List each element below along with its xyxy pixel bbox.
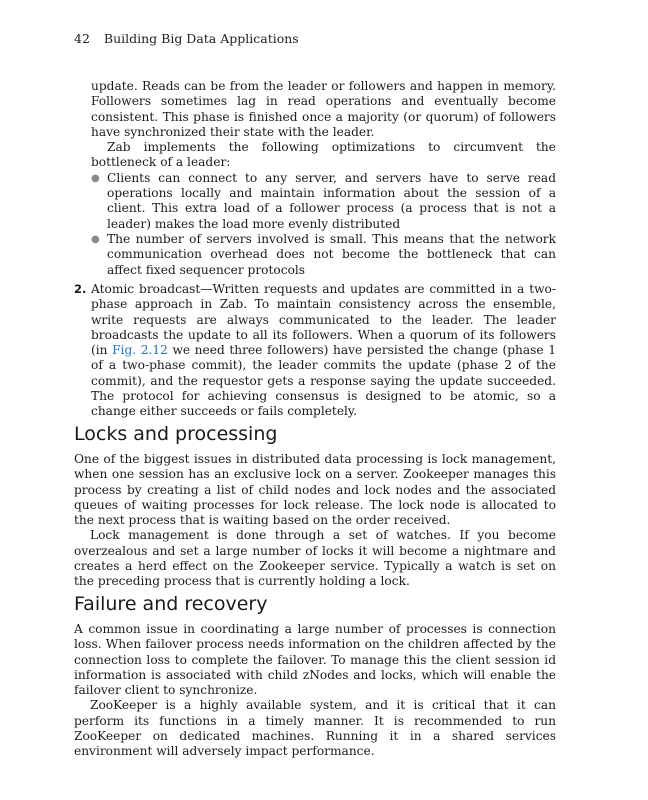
item-text-after: we need three followers) have persisted the change (phase 1 of a two-phase commit), the leader commits the update (phase 2 of the commit), and the requestor gets a response saying the update succeeded. The protocol for achieving consensus is designed to be atomic, so a change either succeeds or fails completely.	[91, 343, 556, 419]
section-title-locks: Locks and processing	[74, 423, 278, 445]
failure-paragraph-1: A common issue in coordinating a large number of processes is connection loss. When failover process needs information on the children affected by the connection loss to complete the failover. To manage this the client session id information is associated with child zNodes and locks, which will enable the failover client to synchronize.	[74, 622, 556, 698]
list-item-text: The number of servers involved is small. This means that the network communication overhead does not become the bottleneck that can affect fixed sequencer protocols	[107, 231, 556, 277]
item-text-before: Atomic broadcast—Written requests and updates are committed in a two-phase approach in Zab. To maintain consistency across the ensemble, write requests are always communicated to the leader. The leader broadcasts the update to all its followers. When a quorum of its followers (in	[91, 282, 556, 358]
page-number: 42	[74, 31, 90, 46]
list-item	[91, 171, 556, 232]
section-title-failure: Failure and recovery	[74, 593, 268, 615]
running-title: Building Big Data Applications	[103, 31, 299, 46]
continuation-paragraph: update. Reads can be from the leader or followers and happen in memory. Followers sometimes lag in read operations and eventually become consistent. This phase is finished once a majority (or quorum) of followers have synchronized their state with the leader.	[91, 79, 556, 139]
list-item	[91, 232, 556, 278]
failure-section	[74, 622, 556, 760]
item-number: 2.	[74, 282, 87, 296]
running-header	[74, 31, 299, 46]
zab-intro-paragraph: Zab implements the following optimizations to circumvent the bottleneck of a leader:	[91, 140, 556, 170]
failure-paragraph-2: ZooKeeper is a highly available system, and it is critical that it can perform its functions in a timely manner. It is recommended to run ZooKeeper on dedicated machines. Running it in a shared services environment will adversely impact performance.	[74, 698, 556, 759]
locks-section	[74, 452, 556, 590]
intro-block	[91, 79, 556, 278]
numbered-item-2	[74, 282, 556, 420]
list-item-text: Clients can connect to any server, and servers have to serve read operations locally and maintain information about the session of a client. This extra load of a follower process (a process that is not a leader) makes the load more evenly distributed	[107, 170, 556, 231]
figure-link[interactable]: Fig. 2.12	[112, 343, 168, 358]
optimization-list	[91, 171, 556, 278]
locks-paragraph-1: One of the biggest issues in distributed data processing is lock management, when one session has an exclusive lock on a server. Zookeeper manages this process by creating a list of child nodes and lock nodes and the associated queues of waiting processes for lock release. The lock node is allocated to the next process that is waiting based on the order received.	[74, 452, 556, 528]
locks-paragraph-2: Lock management is done through a set of watches. If you become overzealous and set a large number of locks it will become a nightmare and creates a herd effect on the Zookeeper service. Typically a watch is set on the preceding process that is currently holding a lock.	[74, 528, 556, 589]
bullet-icon: ●	[91, 233, 100, 245]
bullet-icon: ●	[91, 172, 100, 184]
